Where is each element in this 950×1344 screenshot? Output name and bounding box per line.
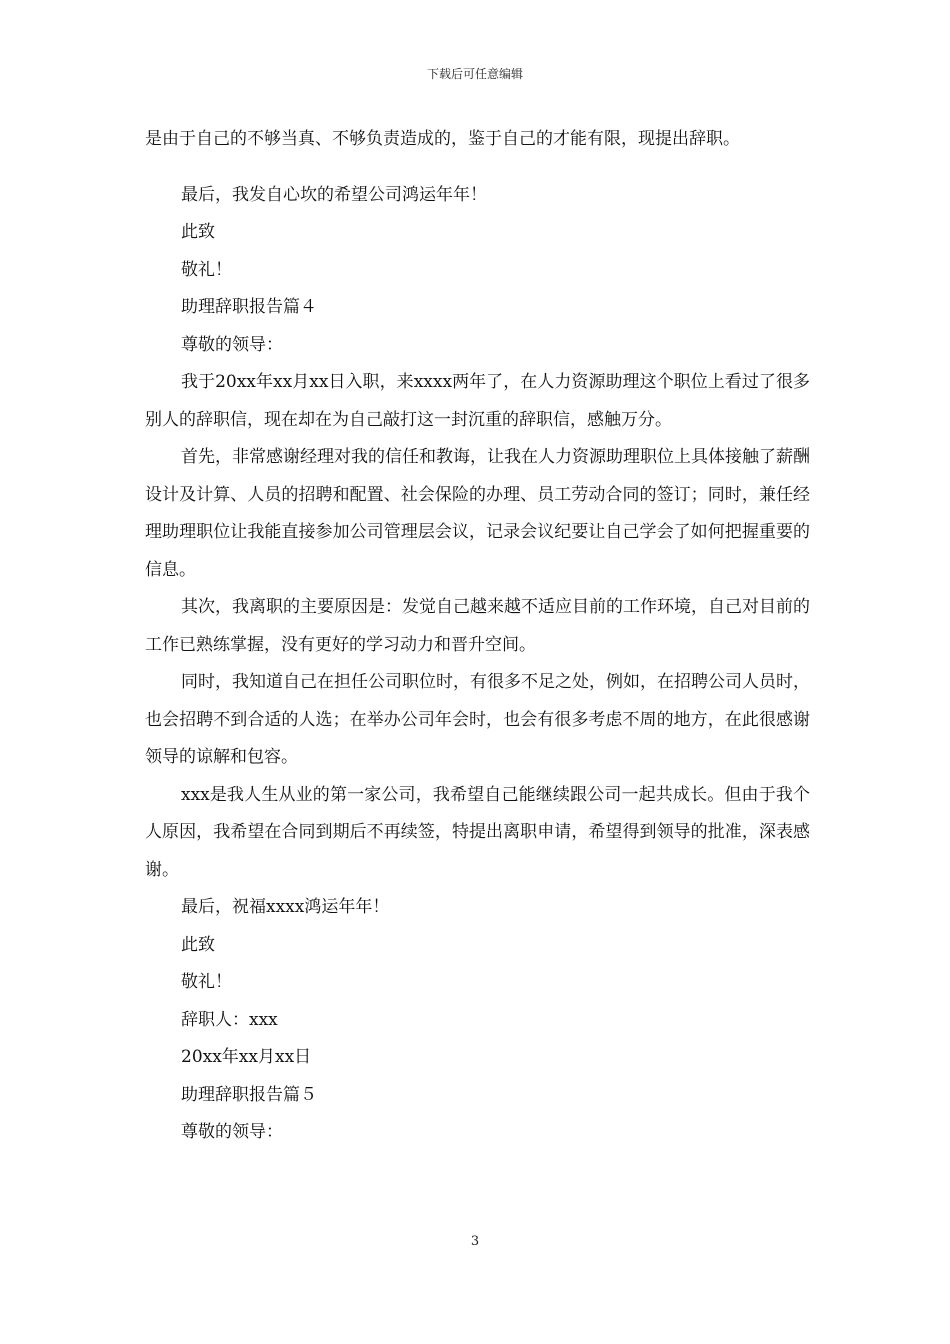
document-body — [145, 121, 810, 1152]
paragraph-intro: 我于20xx年xx月xx日入职，来xxxx两年了，在人力资源助理这个职位上看过了很多别人的辞职信，现在却在为自己敲打这一封沉重的辞职信，感触万分。 — [145, 372, 810, 430]
paragraph-regards-2: 敬礼！ — [181, 972, 232, 992]
signature-line: 辞职人：xxx — [181, 1009, 278, 1030]
paragraph-request: xxx是我人生从业的第一家公司，我希望自己能继续跟公司一起共成长。但由于我个人原因，我希望在合同到期后不再续签，特提出离职申请，希望得到领导的批准，深表感谢。 — [145, 784, 810, 880]
greeting: 尊敬的领导： — [181, 334, 283, 355]
paragraph-salutation-2: 此致 — [181, 934, 215, 955]
paragraph-resignation-reason: 是由于自己的不够当真、不够负责造成的，鉴于自己的才能有限，现提出辞职。 — [145, 129, 740, 149]
paragraph-thanks: 首先，非常感谢经理对我的信任和教诲，让我在人力资源助理职位上具体接触了薪酬设计及计算、人员的招聘和配置、社会保险的办理、员工劳动合同的签订；同时，兼任经理助理职位让我能直接参加公司管理层会议，记录会议纪要让自己学会了如何把握重要的信息。 — [145, 447, 810, 580]
paragraph-main-reason: 其次，我离职的主要原因是：发觉自己越来越不适应目前的工作环境，自己对目前的工作已熟练掌握，没有更好的学习动力和晋升空间。 — [145, 597, 810, 655]
section-title-4: 助理辞职报告篇４ — [181, 297, 317, 317]
page-header: 下载后可任意编辑 — [426, 67, 523, 81]
paragraph-regards: 敬礼！ — [181, 259, 232, 280]
paragraph-closing-wish: 最后，我发自心坎的希望公司鸿运年年！ — [181, 184, 487, 205]
section-title-5: 助理辞职报告篇５ — [181, 1084, 317, 1105]
paragraph-shortcomings: 同时，我知道自己在担任公司职位时，有很多不足之处，例如，在招聘公司人员时，也会招聘不到合适的人选；在举办公司年会时，也会有很多考虑不周的地方，在此很感谢领导的谅解和包容。 — [145, 672, 810, 767]
paragraph-closing-blessing: 最后，祝福xxxx鸿运年年！ — [181, 897, 390, 917]
greeting-2: 尊敬的领导： — [181, 1122, 283, 1142]
date-line: 20xx年xx月xx日 — [181, 1047, 312, 1067]
page-number: 3 — [470, 1234, 480, 1249]
paragraph-gap — [145, 159, 810, 177]
paragraph-salutation: 此致 — [181, 222, 215, 242]
